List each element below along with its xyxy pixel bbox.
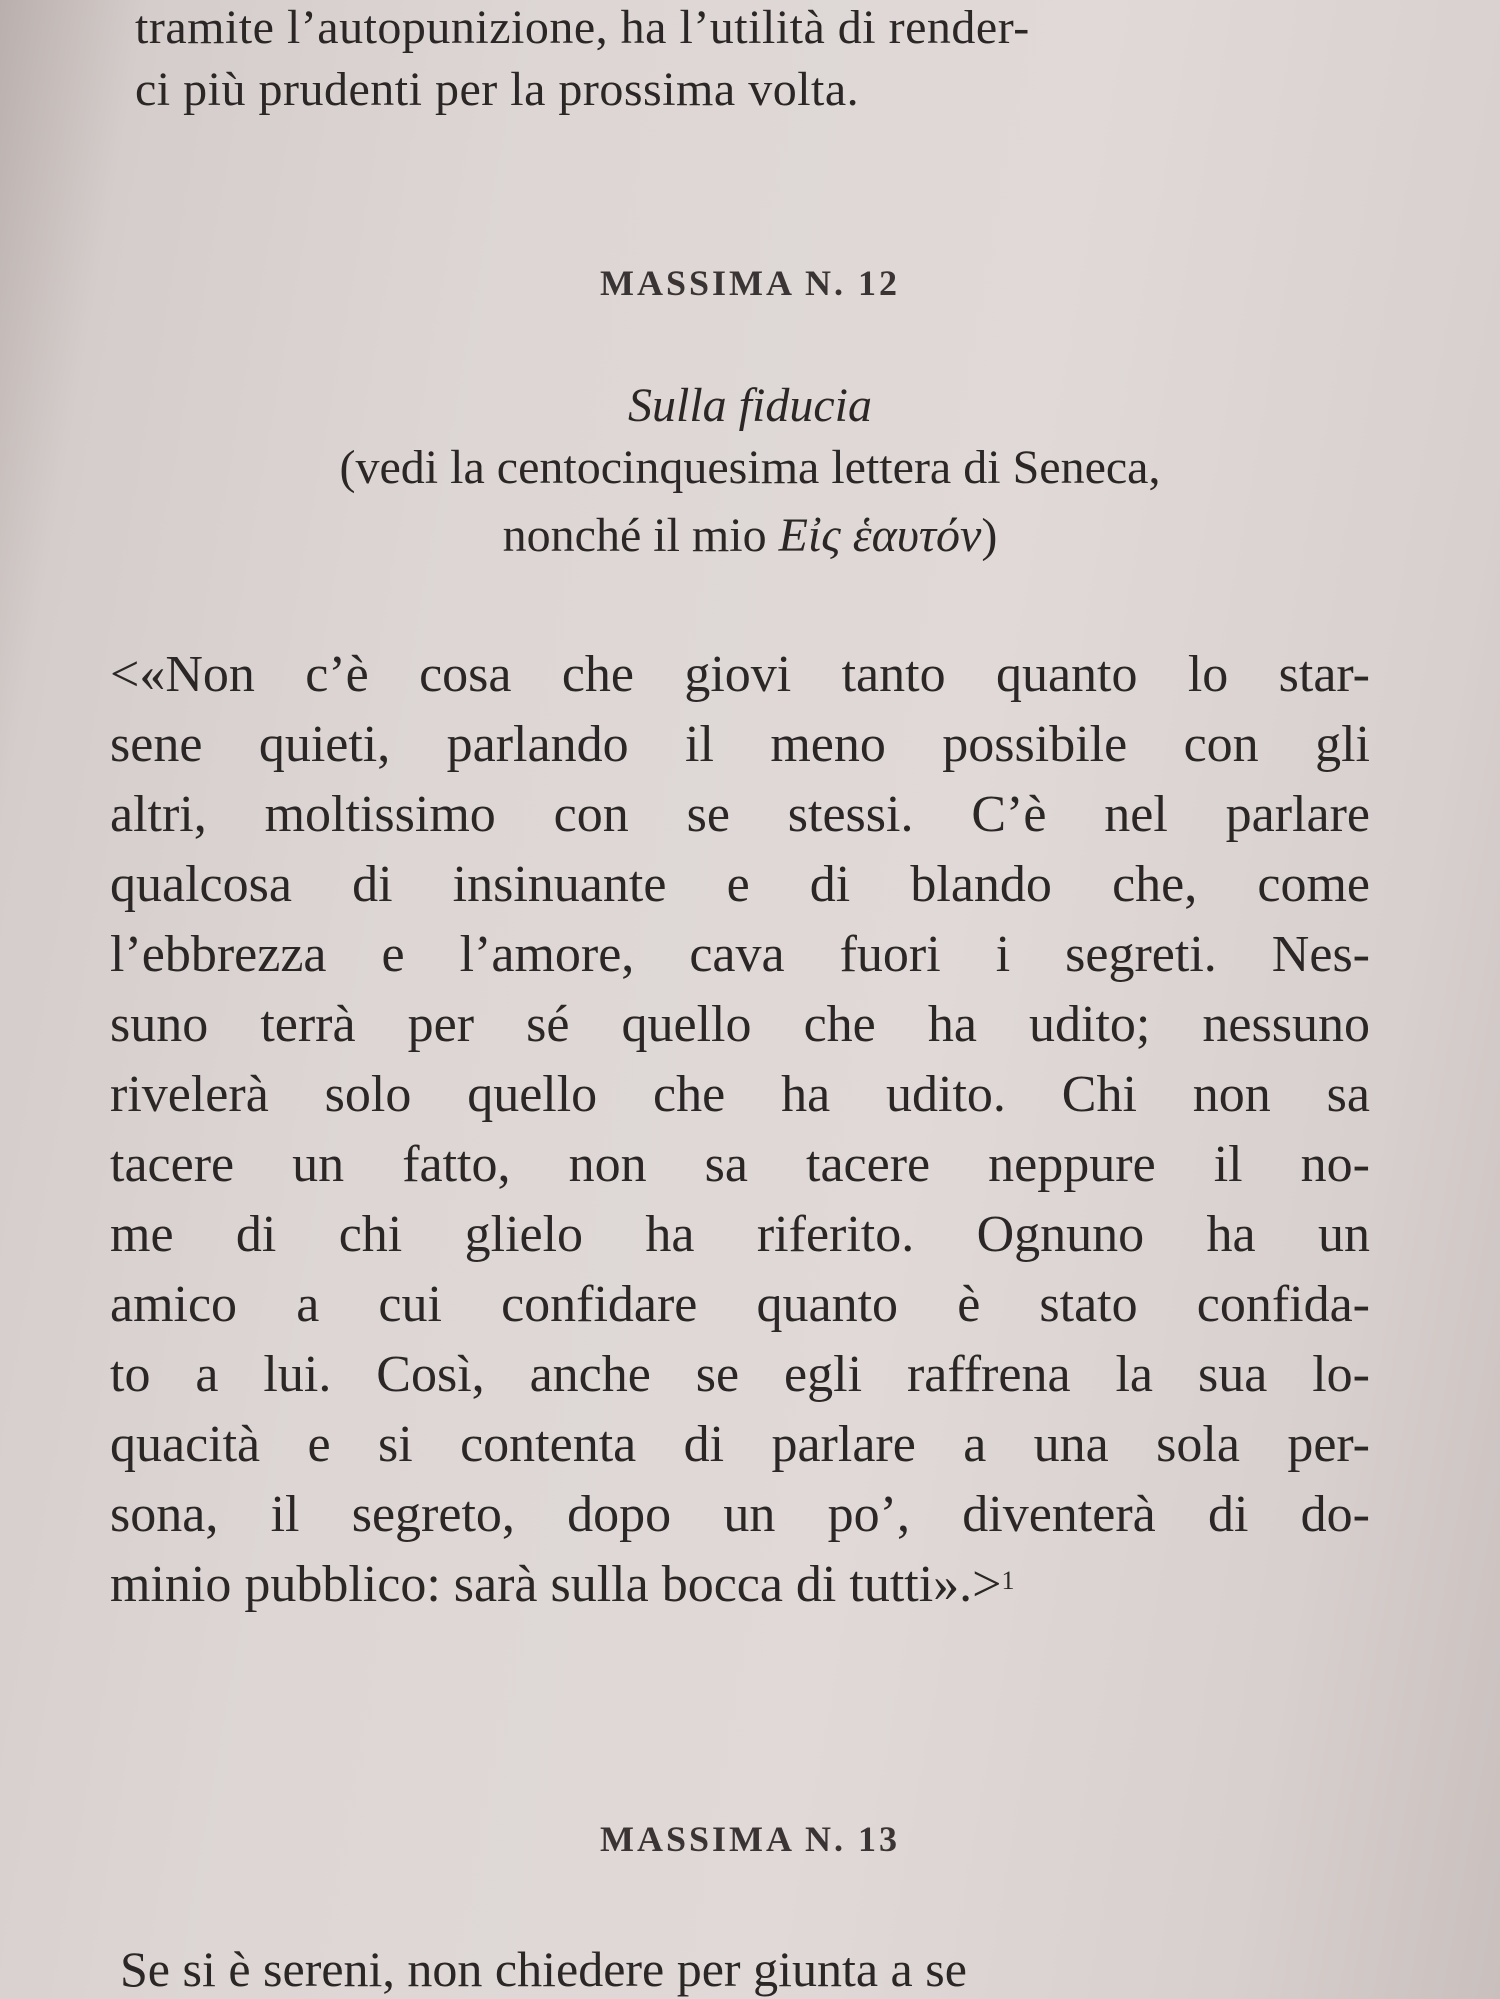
quote-line: sene quieti, parlando il meno possibile con gli <box>110 716 1370 773</box>
maxim-13-heading: MASSIMA N. 13 <box>599 1819 901 1859</box>
quote-line: suno terrà per sé quello che ha udito; nessuno <box>110 996 1370 1053</box>
quote-line: quacità e si contenta di parlare a una sola per- <box>110 1416 1370 1473</box>
quote-line: sona, il segreto, dopo un po’, diventerà di do- <box>110 1486 1370 1543</box>
maxim-12-title: Sulla fiducia <box>628 379 872 432</box>
quote-line: <«Non c’è cosa che giovi tanto quanto lo star- <box>110 646 1370 703</box>
footnote-marker: 1 <box>1001 1566 1015 1595</box>
quote-line: tacere un fatto, non sa tacere neppure il no- <box>110 1136 1370 1193</box>
note-suffix: ) <box>981 509 998 562</box>
quote-line: altri, moltissimo con se stessi. C’è nel parlare <box>110 786 1370 843</box>
maxim-12-heading: MASSIMA N. 12 <box>599 263 901 303</box>
quote-line-last <box>110 1550 1370 1620</box>
quote-line: to a lui. Così, anche se egli raffrena la sua lo- <box>110 1346 1370 1403</box>
maxim-12-note-line-2 <box>0 508 1500 563</box>
quote-line: l’ebbrezza e l’amore, cava fuori i segreti. Nes- <box>110 926 1370 983</box>
quote-line: rivelerà solo quello che ha udito. Chi non sa <box>110 1066 1370 1123</box>
quote-line: amico a cui confidare quanto è stato confida- <box>110 1276 1370 1333</box>
quote-final-text: minio pubblico: sarà sulla bocca di tutti».> <box>110 1556 1002 1613</box>
quote-line: me di chi glielo ha riferito. Ognuno ha un <box>110 1206 1370 1263</box>
note-prefix: nonché il mio <box>502 509 779 562</box>
maxim-13-first-line: Se si è sereni, non chiedere per giunta a se <box>120 1941 967 1997</box>
body-text-line: ci più prudenti per la prossima volta. <box>135 63 860 116</box>
body-text-line: tramite l’autopunizione, ha l’utilità di render- <box>135 1 1030 54</box>
greek-title: Εἰς ἑαυτόν <box>778 509 982 562</box>
quote-line: qualcosa di insinuante e di blando che, come <box>110 856 1370 913</box>
maxim-12-quote <box>110 640 1370 1620</box>
maxim-12-note-line-1: (vedi la centocinquesima lettera di Seneca, <box>339 441 1161 494</box>
